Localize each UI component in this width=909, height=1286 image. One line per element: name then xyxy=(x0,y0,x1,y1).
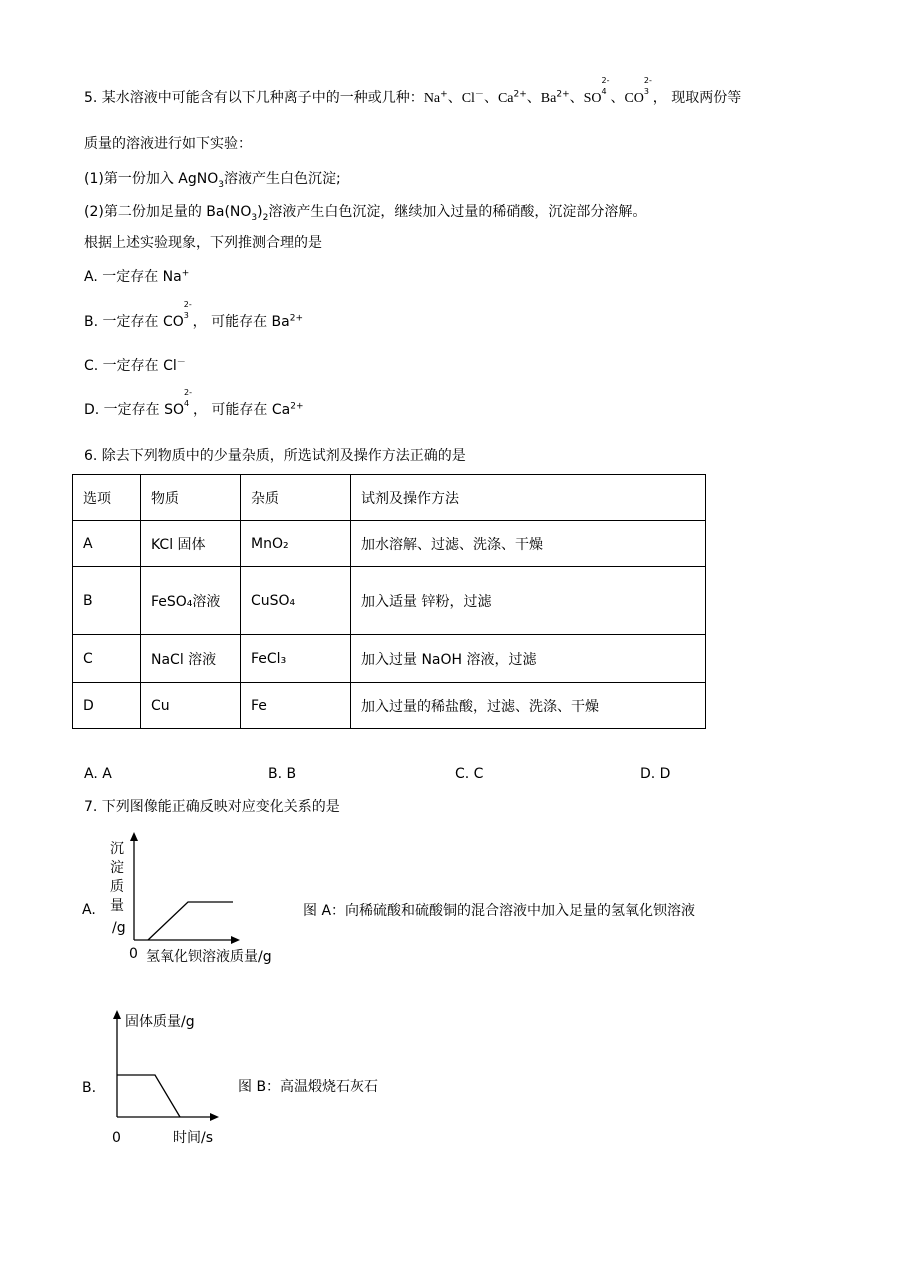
graph-b-label: B. xyxy=(82,1080,97,1096)
table-cell: 加入过量的稀盐酸，过滤、洗涤、干燥 xyxy=(351,683,706,729)
table-cell: KCl 固体 xyxy=(141,521,241,567)
q6-answer-a: A. A xyxy=(84,766,112,782)
q5-option-b: B. 一定存在 CO 2- 3 ， 可能存在 $Ba^{2+}$ xyxy=(84,300,304,330)
q5-question: 根据上述实验现象，下列推测合理的是 xyxy=(84,235,322,251)
q5-stem: 5. 某水溶液中可能含有以下几种离子中的一种或几种：Na+、Cl－、$Ca^{2+}$、$Ba^{2+}$、SO 2- 4 、CO 2- 3 ， 现取两份等 xyxy=(84,76,742,106)
graph-a-caption: 图 A：向稀硫酸和硫酸铜的混合溶液中加入足量的氢氧化钡溶液 xyxy=(303,903,696,919)
so4-charge: 2- 4 xyxy=(184,388,193,408)
table-header-cell: 试剂及操作方法 xyxy=(351,475,706,521)
q7-stem: 7. 下列图像能正确反映对应变化关系的是 xyxy=(84,799,340,815)
table-header-cell: 物质 xyxy=(141,475,241,521)
curve-b xyxy=(117,1075,180,1117)
q5-line2: 质量的溶液进行如下实验： xyxy=(84,136,252,152)
x-label: 氢氧化钡溶液质量/g xyxy=(146,949,272,965)
table-cell: D xyxy=(73,683,141,729)
q5-option-c: C. 一定存在 Cl－ xyxy=(84,357,186,374)
q5-exp1: (1)第一份加入 AgNO$_3$溶液产生白色沉淀; xyxy=(84,171,341,190)
table-cell: C xyxy=(73,635,141,683)
graph-a xyxy=(100,828,300,973)
table-cell: B xyxy=(73,567,141,635)
q5-option-a: A. 一定存在 Na+ xyxy=(84,268,190,285)
x-label: 时间/s xyxy=(173,1130,214,1146)
q5-option-d: D. 一定存在 SO 2- 4 ， 可能存在 $Ca^{2+}$ xyxy=(84,388,304,418)
table-cell: FeCl₃ xyxy=(241,635,351,683)
x-axis-arrow xyxy=(231,936,240,944)
table-cell: 加入过量 NaOH 溶液，过滤 xyxy=(351,635,706,683)
table-cell: MnO₂ xyxy=(241,521,351,567)
y-axis-arrow xyxy=(130,832,138,841)
co3-charge: 2- 3 xyxy=(183,300,192,320)
origin: 0 xyxy=(129,946,138,962)
q6-answer-d: D. D xyxy=(640,766,671,782)
table-row xyxy=(73,521,706,567)
y-label-char: 淀 xyxy=(110,860,124,876)
y-unit: /g xyxy=(112,920,126,936)
graph-b-caption: 图 B：高温煅烧石灰石 xyxy=(238,1079,379,1095)
table-header-row xyxy=(73,475,706,521)
origin: 0 xyxy=(112,1130,121,1146)
table-cell: Cu xyxy=(141,683,241,729)
co3-charge: 2- 3 xyxy=(643,76,652,96)
table-cell: Fe xyxy=(241,683,351,729)
graph-a-label: A. xyxy=(82,902,96,918)
table-header-cell: 选项 xyxy=(73,475,141,521)
y-label: 固体质量/g xyxy=(125,1014,195,1030)
y-axis-arrow xyxy=(113,1010,121,1019)
q6-answer-c: C. C xyxy=(455,766,484,782)
graph-b xyxy=(100,1002,240,1152)
curve-a xyxy=(148,902,233,940)
table-row xyxy=(73,683,706,729)
table-cell: 加入适量 锌粉，过滤 xyxy=(351,567,706,635)
table-cell: A xyxy=(73,521,141,567)
table-header-cell: 杂质 xyxy=(241,475,351,521)
q5-exp2: (2)第二份加足量的 $Ba(NO_3)_2$溶液产生白色沉淀，继续加入过量的稀硝酸，沉淀部分溶解。 xyxy=(84,204,647,223)
y-label-char: 沉 xyxy=(110,841,124,857)
q6-stem: 6. 除去下列物质中的少量杂质，所选试剂及操作方法正确的是 xyxy=(84,448,466,464)
so4-charge: 2- 4 xyxy=(601,76,610,96)
q6-table xyxy=(72,474,706,729)
table-cell: FeSO₄溶液 xyxy=(141,567,241,635)
x-axis-arrow xyxy=(210,1113,219,1121)
y-label-char: 量 xyxy=(110,898,124,914)
table-cell: CuSO₄ xyxy=(241,567,351,635)
table-cell: NaCl 溶液 xyxy=(141,635,241,683)
table-row xyxy=(73,635,706,683)
table-cell: 加水溶解、过滤、洗涤、干燥 xyxy=(351,521,706,567)
q6-answer-b: B. B xyxy=(268,766,297,782)
y-label-char: 质 xyxy=(110,879,124,895)
table-row xyxy=(73,567,706,635)
